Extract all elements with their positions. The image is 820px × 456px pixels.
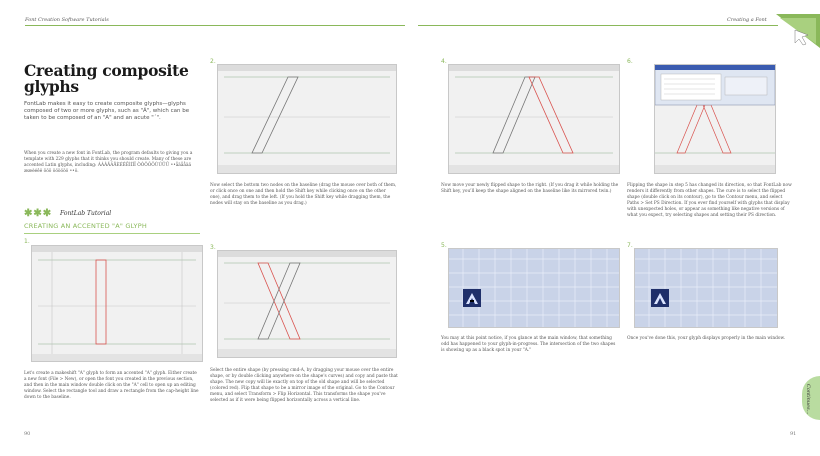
step-6-screenshot — [654, 64, 776, 174]
step-5-number: 5. — [441, 242, 447, 249]
step-4-number: 4. — [441, 58, 447, 65]
tutorial-marks: ✱✱✱ — [24, 208, 53, 219]
page-title: Creating composite glyphs — [24, 61, 189, 96]
running-header-right: Creating a Font — [727, 17, 767, 23]
step-6-text: Flipping the shape in step 5 has changed its direction, so that FontLab now renders it differently from other shapes. The cure is to select the flipped shape (double click on its contour), go to the Contour menu, and select Paths > Set PS Direction. If you ever find yourself with glyphs that display with unexpected holes, or appear as something like negative versions of what you expect, try selecting shapes and setting their PS direction. — [627, 183, 792, 218]
tutorial-label: FontLab Tutorial — [60, 210, 112, 217]
corner-cursor-icon — [776, 14, 820, 48]
step-5-text: You may at this point notice, if you glance at the main window, that something odd has happened to your glyph-in-progress. The intersection of the two shapes is showing up as a black spot in your "A." — [441, 336, 616, 353]
step-3-number: 3. — [210, 244, 216, 251]
step-3-text: Select the entire shape (by pressing cmd-A, by dragging your mouse over the entire shape, or by double clicking anywhere on the shape's curves) and copy and paste that shape. The new copy will lie exactly on top of the old shape and will be selected (colored red). Flip that shape to be a mirror image of the original. Go to the Contour menu, and select Transform > Flip Horizontal. This transforms the shape you've selected as if it were being flipped horizontally across a vertical line. — [210, 368, 398, 403]
step-1-screenshot — [31, 245, 203, 362]
continues-label: Continues... — [805, 384, 811, 415]
step-4-screenshot — [448, 64, 620, 174]
running-header-left: Font Creation Software Tutorials — [25, 17, 109, 23]
continues-tab — [802, 376, 820, 420]
page-number-left: 90 — [24, 431, 31, 437]
step-1-number: 1. — [24, 238, 30, 245]
step-2-number: 2. — [210, 58, 216, 65]
step-6-number: 6. — [627, 58, 633, 65]
step-2-screenshot — [217, 64, 397, 174]
step-7-number: 7. — [627, 242, 633, 249]
intro-paragraph: FontLab makes it easy to create composite glyphs—glyphs composed of two or more glyphs, such as "Á", which can be taken to be composed of an "A" and an acute "´". — [24, 101, 190, 122]
header-rule-left — [25, 25, 405, 26]
tutorial-heading: CREATING AN ACCENTED "A" GLYPH — [24, 222, 147, 230]
step-7-screenshot — [634, 248, 778, 328]
step-4-text: Now move your newly flipped shape to the right. (If you drag it while holding the Shift key, you'll keep the shape aligned on the baseline like its mirrored twin.) — [441, 183, 619, 194]
page-number-right: 91 — [790, 431, 797, 437]
step-7-text: Once you've done this, your glyph displays properly in the main window. — [627, 336, 786, 341]
step-3-screenshot — [217, 250, 397, 358]
body-paragraph: When you create a new font in FontLab, the program defaults to giving you a template with 229 glyphs that it thinks you should create. Many of these are accented Latin glyphs, including: ÀÁÂÃÄÅÈÉÊËÌÍÎÏ ÒÓÔÕÖÙÚÛÜ ••åäååää ææèéêë ôöô öööööö ••ö. — [24, 151, 193, 174]
step-5-screenshot — [448, 248, 620, 328]
tutorial-rule — [24, 233, 200, 234]
header-rule-right — [418, 25, 778, 26]
step-1-text: Let's create a makeshift "A" glyph to form an accented "A" glyph. Either create a new font (File > New), or open the font you created in the previous section, and then in the main window double click on the "A" cell to open up an editing window. Select the rectangle tool and draw a rectangle from the cap-height line down to the baseline. — [24, 371, 199, 400]
step-2-text: Now select the bottom two nodes on the baseline (drag the mouse over both of them, or click once on one and then hold the Shift key while clicking once on the other one), and drag them to the left. (If you hold the Shift key while dragging them, the nodes will stay on the baseline as you drag.) — [210, 183, 397, 206]
